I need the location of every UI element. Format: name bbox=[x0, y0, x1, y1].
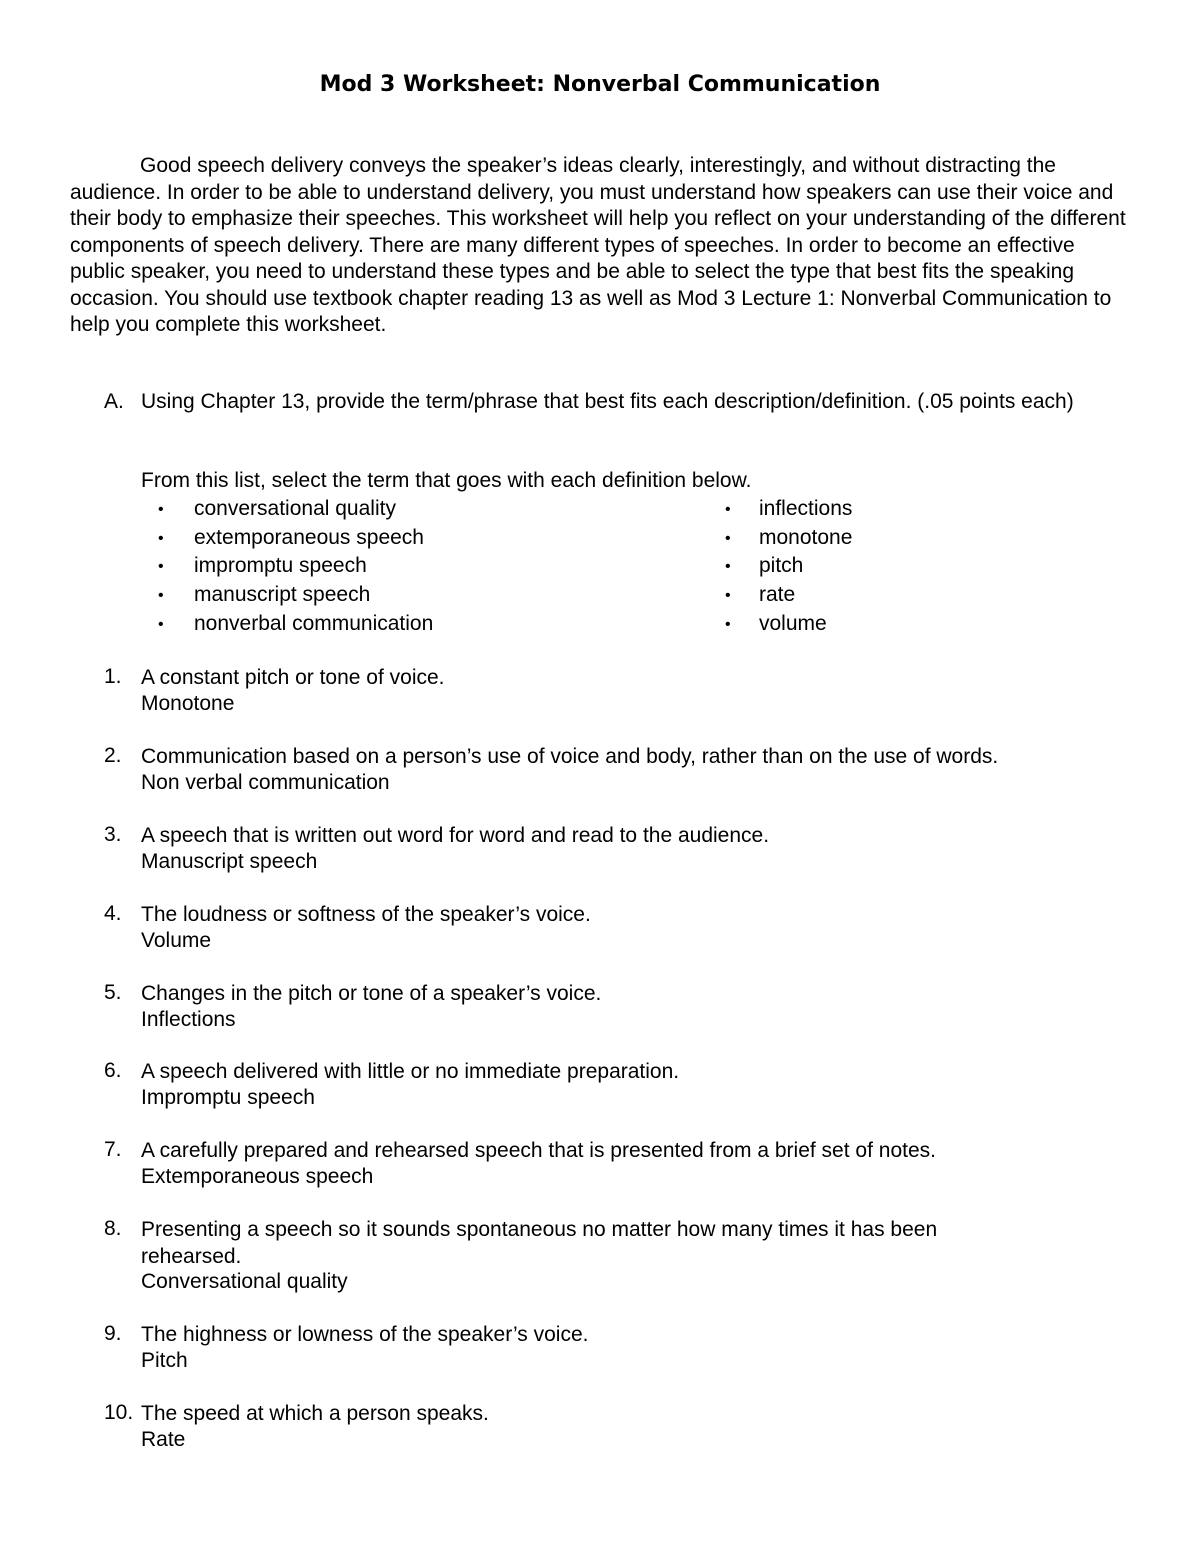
answer-text: Monotone bbox=[141, 692, 235, 715]
term-item: conversational quality bbox=[194, 497, 396, 520]
section-a-marker: A. bbox=[104, 390, 124, 413]
question-number: 8. bbox=[104, 1217, 122, 1240]
question-text: Communication based on a person’s use of voice and body, rather than on the use of words. bbox=[141, 745, 999, 768]
answer-text: Conversational quality bbox=[141, 1270, 348, 1293]
question-text: A speech that is written out word for word and read to the audience. bbox=[141, 824, 770, 847]
term-item: volume bbox=[759, 612, 827, 635]
answer-text: Rate bbox=[141, 1428, 186, 1451]
bullet-icon: • bbox=[158, 501, 164, 518]
bullet-icon: • bbox=[158, 587, 164, 604]
answer-text: Volume bbox=[141, 929, 212, 952]
question-number: 10. bbox=[104, 1401, 134, 1424]
answer-text: Extemporaneous speech bbox=[141, 1165, 374, 1188]
question-number: 5. bbox=[104, 981, 122, 1004]
page-title: Mod 3 Worksheet: Nonverbal Communication bbox=[319, 72, 881, 97]
question-text: A carefully prepared and rehearsed speech that is presented from a brief set of notes. bbox=[141, 1139, 936, 1162]
question-number: 1. bbox=[104, 665, 122, 688]
answer-text: Non verbal communication bbox=[141, 771, 390, 794]
question-text: Changes in the pitch or tone of a speaker’s voice. bbox=[141, 982, 602, 1005]
bullet-icon: • bbox=[158, 530, 164, 547]
answer-text: Inflections bbox=[141, 1008, 236, 1031]
section-a-instruction: Using Chapter 13, provide the term/phrase that best fits each description/definition. (.05 points each) bbox=[141, 390, 1074, 413]
term-item: impromptu speech bbox=[194, 554, 367, 577]
answer-text: Impromptu speech bbox=[141, 1086, 315, 1109]
question-number: 6. bbox=[104, 1059, 122, 1082]
bullet-icon: • bbox=[725, 616, 731, 633]
question-number: 2. bbox=[104, 744, 122, 767]
term-item: nonverbal communication bbox=[194, 612, 434, 635]
question-text: The highness or lowness of the speaker’s voice. bbox=[141, 1323, 589, 1346]
bullet-icon: • bbox=[158, 558, 164, 575]
question-number: 3. bbox=[104, 823, 122, 846]
bullet-icon: • bbox=[725, 587, 731, 604]
bullet-icon: • bbox=[725, 558, 731, 575]
answer-text: Pitch bbox=[141, 1349, 188, 1372]
question-text: The speed at which a person speaks. bbox=[141, 1402, 489, 1425]
question-text: A constant pitch or tone of voice. bbox=[141, 666, 445, 689]
question-number: 7. bbox=[104, 1138, 122, 1161]
question-text: Presenting a speech so it sounds spontaneous no matter how many times it has been rehearsed. bbox=[141, 1218, 938, 1268]
intro-text: Good speech delivery conveys the speaker’s ideas clearly, interestingly, and without distracting the audience. In order to be able to understand delivery, you must understand how speakers can use their voice and their body to emphasize their speeches. This worksheet will help you reflect on your understanding of the different components of speech delivery. There are many different types of speeches. In order to become an effective public speaker, you need to understand these types and be able to select the type that best fits the speaking occasion. You should use textbook chapter reading 13 as well as Mod 3 Lecture 1: Nonverbal Communication to help you complete this worksheet. bbox=[70, 154, 1126, 336]
answer-text: Manuscript speech bbox=[141, 850, 318, 873]
term-list-intro: From this list, select the term that goes with each definition below. bbox=[141, 469, 752, 492]
question-number: 4. bbox=[104, 902, 122, 925]
bullet-icon: • bbox=[725, 501, 731, 518]
term-item: extemporaneous speech bbox=[194, 526, 424, 549]
question-number: 9. bbox=[104, 1322, 122, 1345]
term-item: inflections bbox=[759, 497, 853, 520]
question-text: A speech delivered with little or no immediate preparation. bbox=[141, 1060, 680, 1083]
term-item: monotone bbox=[759, 526, 853, 549]
bullet-icon: • bbox=[725, 530, 731, 547]
question-text: The loudness or softness of the speaker’s voice. bbox=[141, 903, 591, 926]
term-item: manuscript speech bbox=[194, 583, 371, 606]
term-item: pitch bbox=[759, 554, 804, 577]
intro-paragraph bbox=[70, 153, 1130, 339]
term-item: rate bbox=[759, 583, 796, 606]
bullet-icon: • bbox=[158, 616, 164, 633]
